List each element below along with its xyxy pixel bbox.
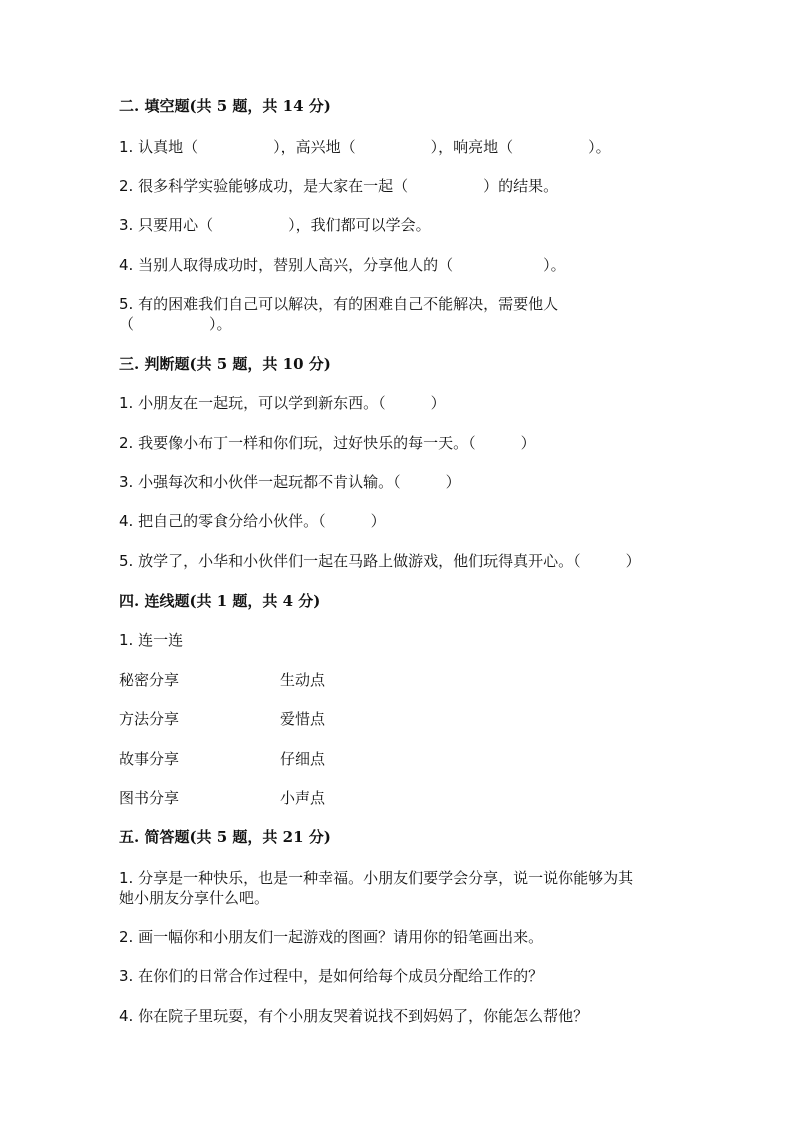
section-heading-match: 四. 连线题(共 1 题，共 4 分) [119, 592, 321, 610]
match-left-item: 故事分享 [119, 750, 180, 768]
fill-question-5-line1: 5. 有的困难我们自己可以解决，有的困难自己不能解决，需要他人 [119, 295, 559, 313]
match-right-item: 仔细点 [280, 750, 326, 768]
match-question-1: 1. 连一连 [119, 631, 184, 649]
judge-question-2: 2. 我要像小布丁一样和你们玩，过好快乐的每一天。（ ） [119, 434, 536, 452]
fill-question-1: 1. 认真地（ ），高兴地（ ），响亮地（ ）。 [119, 138, 611, 156]
section-heading-short: 五. 简答题(共 5 题，共 21 分) [119, 828, 331, 846]
short-question-4: 4. 你在院子里玩耍，有个小朋友哭着说找不到妈妈了，你能怎么帮他？ [119, 1007, 589, 1025]
match-left-item: 秘密分享 [119, 671, 180, 689]
short-question-3: 3. 在你们的日常合作过程中，是如何给每个成员分配给工作的？ [119, 967, 544, 985]
short-question-1-line1: 1. 分享是一种快乐，也是一种幸福。小朋友们要学会分享，说一说你能够为其 [119, 869, 634, 887]
judge-question-3: 3. 小强每次和小伙伴一起玩都不肯认输。（ ） [119, 473, 461, 491]
fill-question-2: 2. 很多科学实验能够成功，是大家在一起（ ）的结果。 [119, 177, 559, 195]
match-right-item: 爱惜点 [280, 710, 326, 728]
match-left-item: 图书分享 [119, 789, 180, 807]
judge-question-4: 4. 把自己的零食分给小伙伴。（ ） [119, 512, 386, 530]
match-right-item: 小声点 [280, 789, 326, 807]
judge-question-1: 1. 小朋友在一起玩，可以学到新东西。（ ） [119, 394, 446, 412]
judge-question-5: 5. 放学了，小华和小伙伴们一起在马路上做游戏，他们玩得真开心。（ ） [119, 552, 641, 570]
short-question-2: 2. 画一幅你和小朋友们一起游戏的图画？请用你的铅笔画出来。 [119, 928, 544, 946]
fill-question-5-line2: （ ）。 [119, 315, 232, 333]
short-question-1-line2: 她小朋友分享什么吧。 [119, 889, 270, 907]
match-left-item: 方法分享 [119, 710, 180, 728]
match-right-item: 生动点 [280, 671, 326, 689]
section-heading-fill: 二. 填空题(共 5 题，共 14 分) [119, 97, 331, 115]
fill-question-4: 4. 当别人取得成功时，替别人高兴，分享他人的（ ）。 [119, 256, 566, 274]
section-heading-judge: 三. 判断题(共 5 题，共 10 分) [119, 355, 331, 373]
fill-question-3: 3. 只要用心（ ），我们都可以学会。 [119, 216, 431, 234]
